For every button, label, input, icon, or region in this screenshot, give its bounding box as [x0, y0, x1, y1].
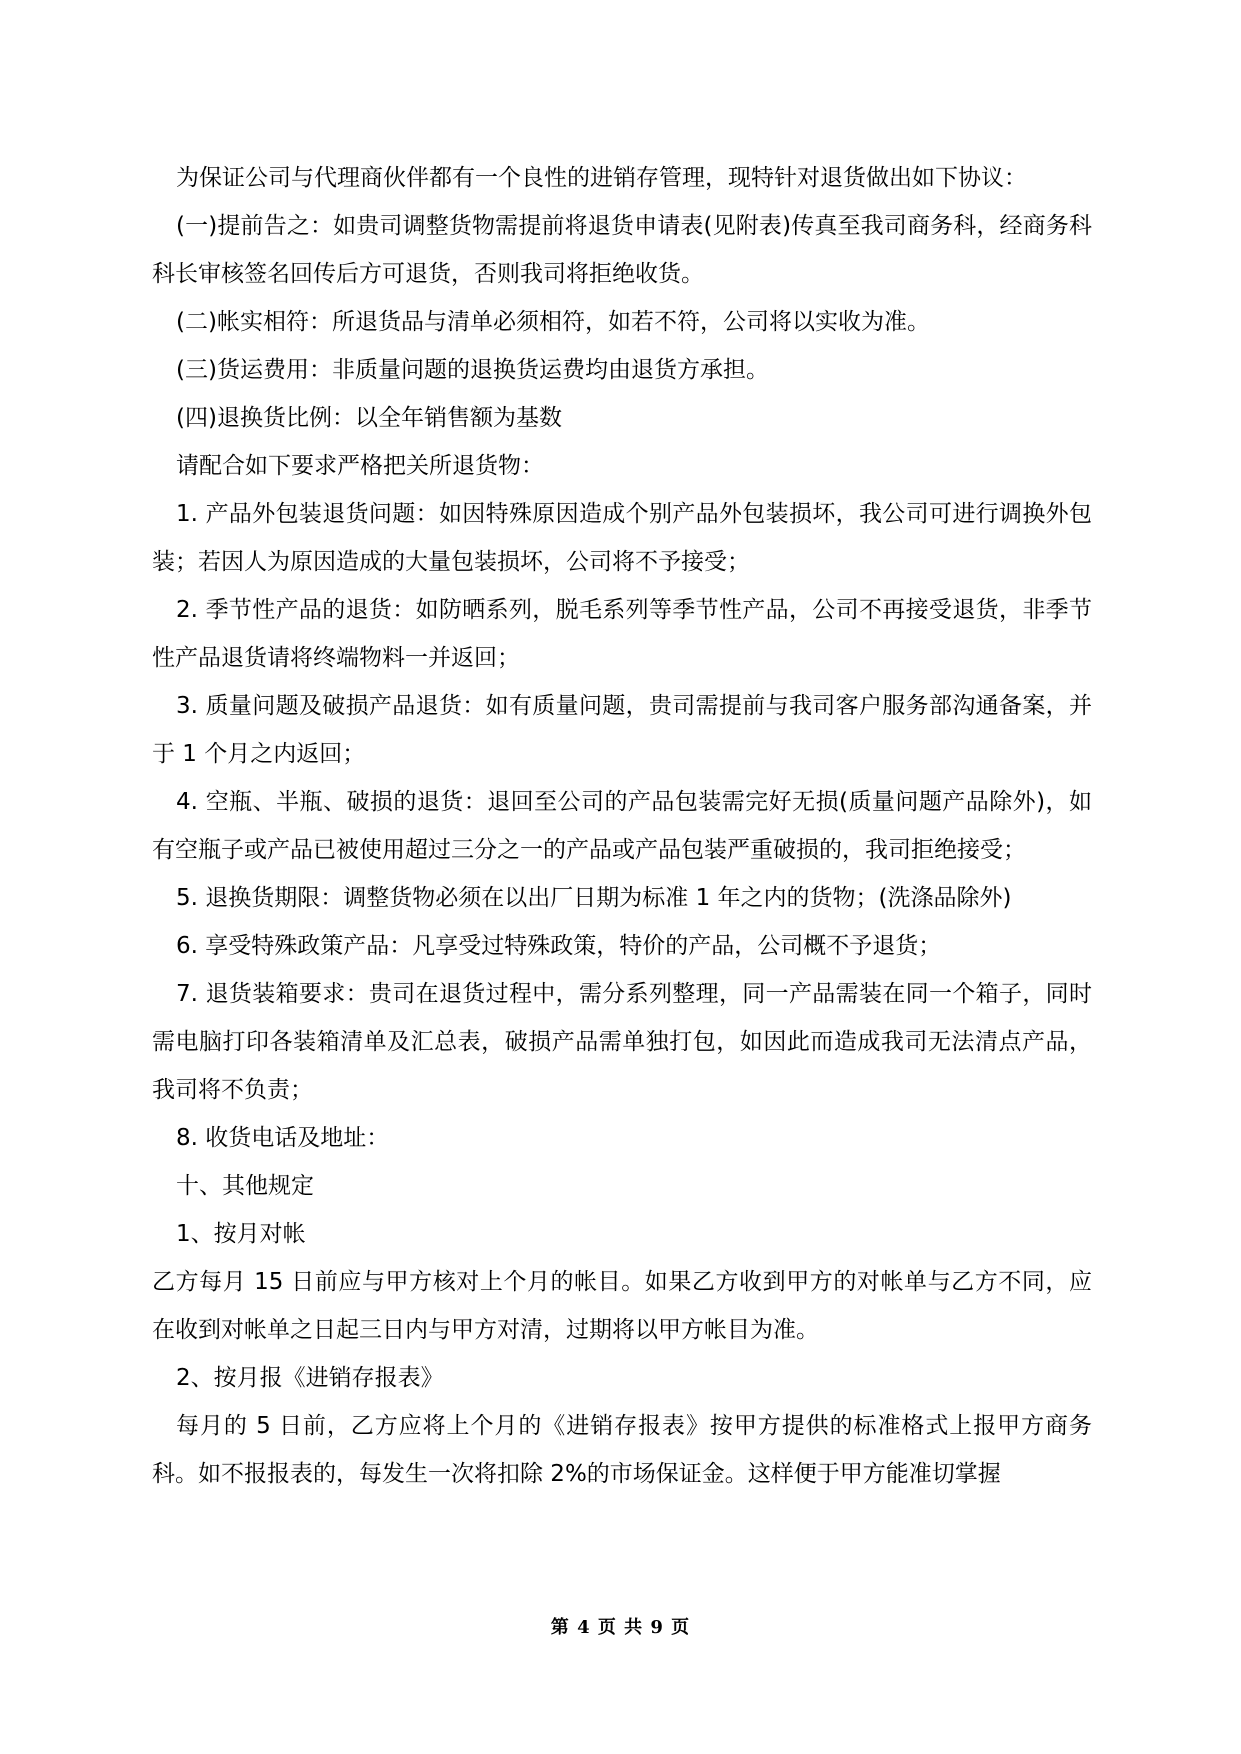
list-item-4: 4. 空瓶、半瓶、破损的退货：退回至公司的产品包装需完好无损(质量问题产品除外)，如有空瓶子或产品已被使用超过三分之一的产品或产品包装严重破损的，我司拒绝接受； [152, 789, 1092, 863]
list-item-7: 7. 退货装箱要求：贵司在退货过程中，需分系列整理，同一产品需装在同一个箱子，同时需电脑打印各装箱清单及汇总表，破损产品需单独打包，如因此而造成我司无法清点产品，我司将不负责； [152, 981, 1092, 1103]
subheading-monthly-report: 2、按月报《进销存报表》 [176, 1365, 444, 1391]
list-item-3: 3. 质量问题及破损产品退货：如有质量问题，贵司需提前与我司客户服务部沟通备案，并于 1 个月之内返回； [152, 693, 1092, 767]
paragraph-clause-1: (一)提前告之：如贵司调整货物需提前将退货申请表(见附表)传真至我司商务科，经商务科科长审核签名回传后方可退货，否则我司将拒绝收货。 [152, 213, 1092, 287]
paragraph-clause-4: (四)退换货比例：以全年销售额为基数 [176, 405, 562, 431]
list-item-5: 5. 退换货期限：调整货物必须在以出厂日期为标准 1 年之内的货物；(洗涤品除外) [176, 885, 1012, 911]
paragraph-requirements-intro: 请配合如下要求严格把关所退货物： [176, 453, 544, 479]
paragraph-intro: 为保证公司与代理商伙伴都有一个良性的进销存管理，现特针对退货做出如下协议： [176, 165, 1027, 191]
paragraph-clause-2: (二)帐实相符：所退货品与清单必须相符，如若不符，公司将以实收为准。 [176, 309, 930, 335]
document-body [152, 154, 1092, 1498]
paragraph-reconciliation: 乙方每月 15 日前应与甲方核对上个月的帐目。如果乙方收到甲方的对帐单与乙方不同，应在收到对帐单之日起三日内与甲方对清，过期将以甲方帐目为准。 [152, 1269, 1092, 1343]
paragraph-clause-3: (三)货运费用：非质量问题的退换货运费均由退货方承担。 [176, 357, 769, 383]
page-number-footer: 第 4 页 共 9 页 [550, 1617, 691, 1638]
paragraph-monthly-report: 每月的 5 日前，乙方应将上个月的《进销存报表》按甲方提供的标准格式上报甲方商务科。如不报报表的，每发生一次将扣除 2%的市场保证金。这样便于甲方能准切掌握 [152, 1413, 1092, 1487]
list-item-6: 6. 享受特殊政策产品：凡享受过特殊政策，特价的产品，公司概不予退货； [176, 933, 942, 959]
list-item-1: 1. 产品外包装退货问题：如因特殊原因造成个别产品外包装损坏，我公司可进行调换外包装；若因人为原因造成的大量包装损坏，公司将不予接受； [152, 501, 1092, 575]
list-item-8: 8. 收货电话及地址： [176, 1125, 390, 1151]
list-item-2: 2. 季节性产品的退货：如防晒系列，脱毛系列等季节性产品，公司不再接受退货，非季节性产品退货请将终端物料一并返回； [152, 597, 1092, 671]
section-heading-other-rules: 十、其他规定 [176, 1173, 314, 1199]
subheading-monthly-reconciliation: 1、按月对帐 [176, 1221, 306, 1247]
